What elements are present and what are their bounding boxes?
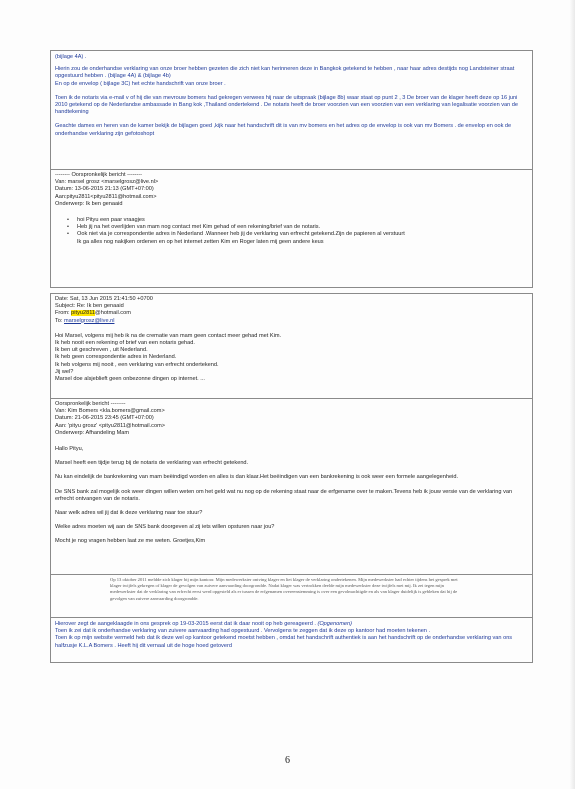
email-subject: Onderwerp: Ik ben genaaid	[55, 200, 123, 207]
email-kim-bomers	[50, 399, 533, 575]
email-greeting: Hallo Pityu,	[55, 446, 84, 453]
email-from: Van: marsel grosz <marselgrosz@live.nl>	[55, 179, 159, 186]
email-date: Datum: 13-06-2015 21:13 (GMT+07:00)	[55, 186, 154, 193]
email-paragraph: De SNS bank zal mogelijk ook weer dingen willen weten om het geld wat nu nog op de rekening staat naar de erfgename over te maken.Tevens heb ik jouw versie van de verklaring van erfrecht ontvangen van de notaris.	[55, 488, 513, 502]
reply-line: Ik heb geen correspondentie adres in Nederland.	[55, 354, 177, 361]
recorded-note: (Opgenomen)	[317, 621, 352, 627]
email-date: Date: Sat, 13 Jun 2015 21:41:50 +0700	[55, 296, 153, 302]
closing-line	[55, 621, 528, 628]
from-label: From:	[55, 310, 72, 317]
email-paragraph: Nu kan eindelijk de bankrekening van mam beëindigd worden en alles is dan klaar.Het beëindigen van een bankrekening is ook weer een formele aangelegenheid.	[55, 474, 459, 481]
bijlage-reference: (bijlage 4A) .	[55, 54, 87, 60]
reply-line: Ik heb volgens mij nooit , een verklaring van erfrecht ondertekend.	[55, 361, 219, 368]
list-item: • hoi Pityu een paar vraagjes	[55, 217, 528, 224]
highlighted-username: pityu2811	[71, 310, 96, 317]
email-date: Datum: 21-06-2015 23:45 (GMT+07:00)	[55, 415, 154, 422]
intro-section	[50, 50, 533, 170]
intro-paragraph-envelope: En op de envelop ( bijlage 3C) het echte handschrift van onze broer .	[55, 80, 226, 87]
email-header: -------- Oorspronkelijk bericht --------	[55, 172, 143, 178]
to-label: To:	[55, 317, 65, 324]
email-paragraph: Welke adres moeten wij aan de SNS bank doorgeven al zij iets willen opsturen naar jou?	[55, 524, 275, 531]
from-domain: @hotmail.com	[95, 310, 131, 317]
email-to	[55, 318, 528, 325]
reply-line: Ik ben uit geschreven , uit Nederland.	[55, 347, 148, 354]
list-item: • Heb jij na het overlijden van mam nog contact met Kim gehad of een rekening/brief van de notaris.	[55, 224, 528, 231]
email-reply	[50, 293, 533, 399]
list-item: Ik ga alles nog nakijken ordenen en op het internet zetten Kim en Roger laten mij geen andere keus	[77, 238, 324, 245]
closing-line: Toen ik op mijn website vermeld heb dat ik deze wel op kantoor getekend moetst hebben , omdat het handschrift authentiek is aan het handschrift op de onderhandse verklaring van ons halfzusje K.L.A Bomers . Heeft hij dit vernaal uit de hoge hoed getoverd	[55, 635, 513, 649]
email-header: Oorspronkelijk bericht --------	[55, 401, 126, 407]
page-number: 6	[285, 755, 290, 766]
email-from	[55, 310, 528, 317]
email-original-message	[50, 170, 533, 288]
email-from: Van: Kim Bomers <kla.bomers@gmail.com>	[55, 408, 165, 415]
closing-line: Toen ik zei dat ik onderhandse verklaring van zuivere aanvaarding had opgestuurd . Vervolgens te zeggen dat ik deze op kantoor had moeten tekenen .	[55, 628, 431, 635]
closing-text: Hierover zegt de aangeklaagde in ons gesprek op 19-03-2015 eerst dat ik daar nooit op heb gereageerd .	[55, 621, 318, 627]
email-subject: Subject: Re: Ik ben genaaid	[55, 303, 124, 310]
intro-paragraph: Hierin zou de onderhandse verklaring van onze broer hebben gezeten die zich niet kan herinneren deze in Bangkok getekend te hebben , naar haar adres destijds nog Landsteiner straat opgestuurd hebben . (bijlage 4A) & (bijlage 4b)	[55, 66, 515, 80]
email-paragraph: Marsel heeft een tijdje terug bij de notaris de verklaring van erfrecht getekend.	[55, 460, 249, 467]
chamber-appeal-paragraph: Geachte dames en heren van de kamer bekijk de bijlagen goed ,kijk naar het handschrift dit is van mv bomers en het adres op de envelop is ook van mv Bomers . de envelop en ook de onderhandse verklaring zijn gefotoshopt	[55, 123, 512, 137]
email-link[interactable]: marselgrosz@live.nl	[64, 317, 115, 324]
email-subject: Onderwerp: Afhandeling Mam	[55, 429, 130, 436]
email-to: Aan: 'pityu grosz' <pityu2811@hotmail.com>	[55, 422, 166, 429]
email-to: Aan:pityu2811<pityu2811@hotmail.com>	[55, 193, 157, 200]
reply-line: Ik heb nooit een rekening of brief van een notaris gehad.	[55, 340, 195, 347]
reply-line: Jij wel?	[55, 368, 74, 375]
closing-section	[50, 617, 533, 663]
notary-paragraph: Toen ik de notaris via e-mail v of hij die van mevrouw bomers had gekregen verwees hij naar de uitspraak (bijlage 8b) waar staat op punt 2 , 3 De broer van de klager heeft deze op 16 juni 2010 getekend op de Nederlandse ambassade in Bang kok ,Thailand ondertekend . De notaris heeft de broer voorzien van een voorzien van een verklaring van legalisatie voorzien van de handtekening	[55, 94, 519, 116]
reply-line: Hoi Marsel, volgens mij heb ik na de crematie van mam geen contact meer gehad met Kim.	[55, 332, 282, 339]
list-item: • Ook niet via je correspondentie adres in Nederland .Wanneer heb jij de verklaring van erfrecht getekend.Zijn de papieren al verstuurt	[55, 231, 528, 238]
scan-edge-shadow	[569, 0, 575, 789]
notary-quote: Op 13 oktober 2011 meldde zich klager bij mijn kantoor. Mijn medewerkster ontving klager en liet klager de verklaring ondertekenen. Mijn medewerkster had echter tijdens het gesprek met klager twijfels gekregen of klager de gevolgen van zuivere aanvaarding doorgrondde. Nadat klager was vertrokken deelde mijn medewerkster deze twijfels met mij. Ik zei tegen mijn medewerkster dat de verklaring van erfrecht eerst werd opgesteld als er tussen de erfgenamen overeenstemming is over een gevolmachtigde en als van klager duidelijk is gebleken dat hij de gevolgen van zuivere aanvaarding doorgrondde.	[110, 577, 458, 601]
email-paragraph: Naar welk adres wil jij dat ik deze verklaring naar toe stuur?	[55, 510, 203, 517]
email-paragraph: Mocht je nog vragen hebben laat ze me weten. Groetjes,Kim	[55, 538, 206, 545]
reply-line: Marsel doe alsjeblieft geen onbezonne dingen op internet. ...	[55, 376, 205, 383]
